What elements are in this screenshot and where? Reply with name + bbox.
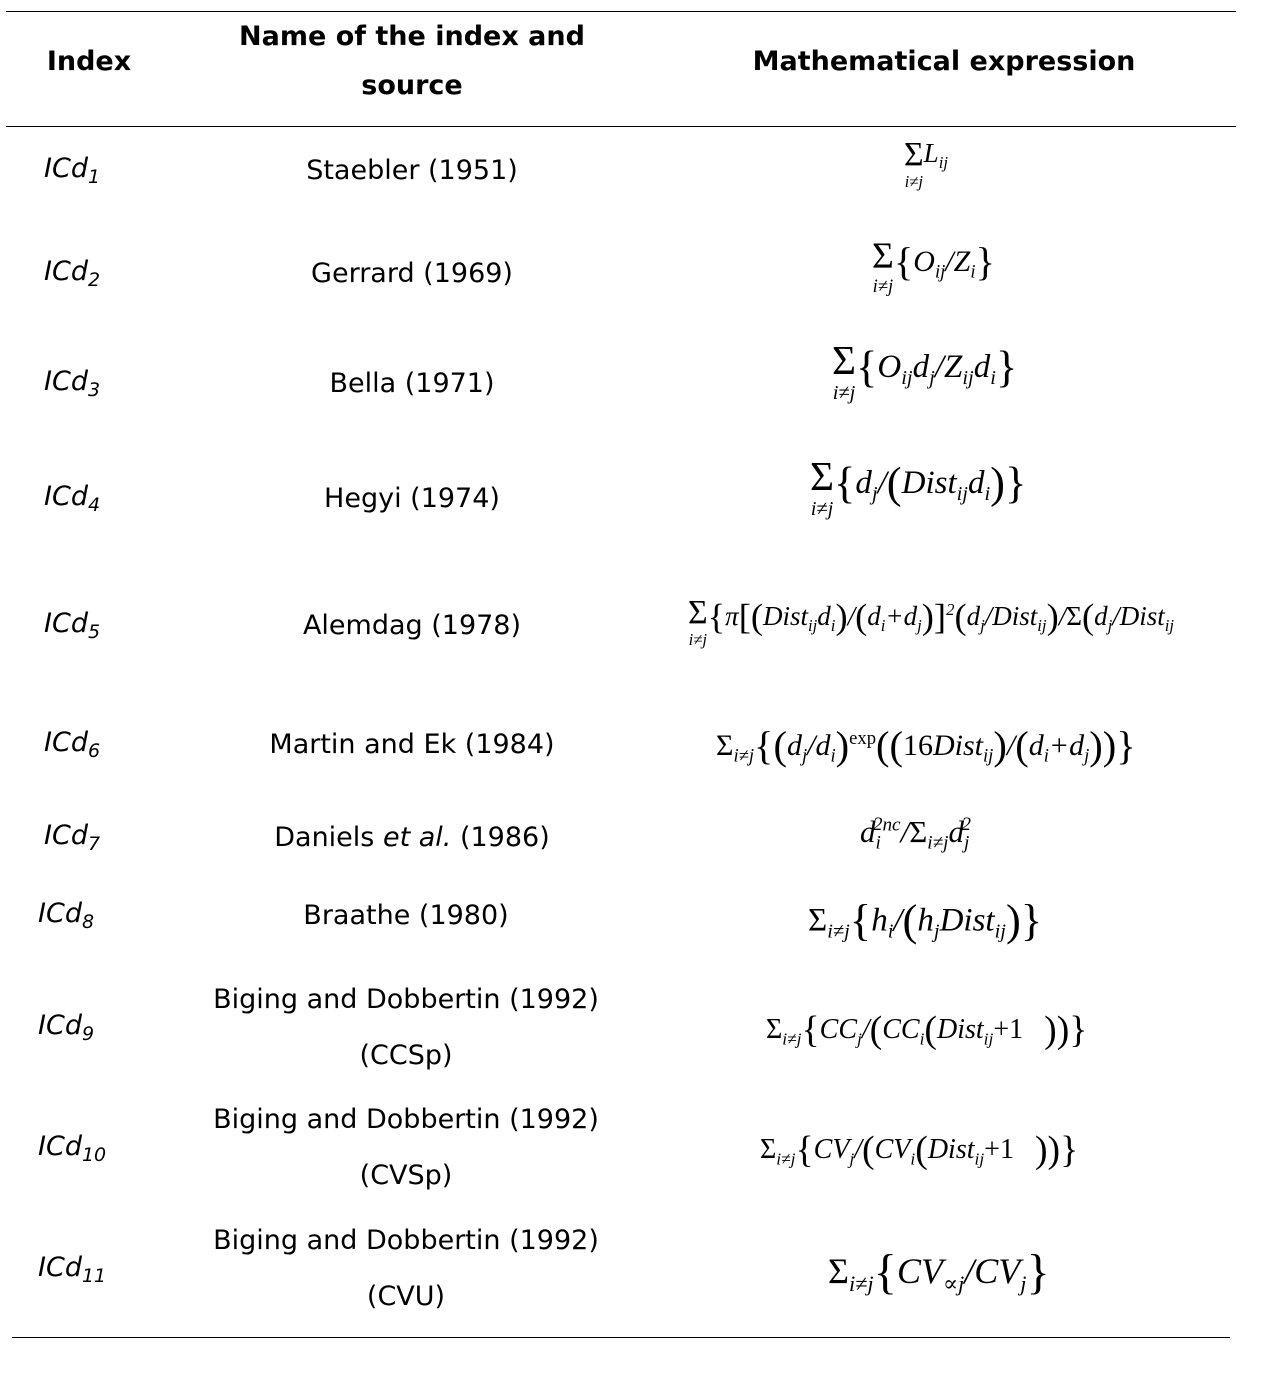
row-9-index: ICd$_9$ — [38, 1010, 95, 1045]
row-7-index: ICd$_7$ — [44, 820, 101, 855]
summation-symbol: Σ i≠j — [832, 337, 857, 405]
row-4-formula: Σ i≠j $\{d_j/(Dist_{ij}d_i)\}$ — [810, 453, 1027, 521]
row-8-name: Braathe (1980) — [303, 900, 509, 931]
row-9-name-line2: (CCSp) — [359, 1040, 453, 1071]
table-bottom-rule — [12, 1337, 1230, 1338]
row-7-formula: $d_i^{2nc}/\Sigma_{i\ne j}d_j^2$ — [860, 814, 971, 854]
row-11-name — [164, 1213, 648, 1325]
row-9-name-line1: Biging and Dobbertin (1992) — [213, 984, 599, 1015]
row-11-name-line2: (CVU) — [366, 1281, 446, 1312]
summation-symbol: Σ i≠j — [688, 596, 708, 649]
row-10-name-line1: Biging and Dobbertin (1992) — [213, 1104, 599, 1135]
row-5-index: ICd$_5$ — [44, 608, 101, 643]
row-1-index: ICd$_1$ — [44, 153, 101, 188]
row-5-formula-clip — [686, 596, 1250, 686]
table-header-rule — [6, 126, 1236, 127]
row-8-formula: $\Sigma_{i\ne j}\{h_i/(h_jDist_{ij})\}$ — [808, 895, 1043, 945]
row-10-name-line2: (CVSp) — [359, 1160, 453, 1191]
row-8-index: ICd$_8$ — [38, 898, 95, 933]
summation-symbol: Σ i≠j — [810, 453, 835, 521]
row-11-name-line1: Biging and Dobbertin (1992) — [213, 1225, 599, 1256]
row-10-formula: $\Sigma_{i\ne j}\{CV_j/(CV_i(Dist_{ij}+1$ ))} — [760, 1129, 1079, 1171]
row-1-formula: Σ i≠j $L_{ij}$ — [904, 136, 948, 191]
row-2-index: ICd$_2$ — [44, 256, 101, 291]
header-index: Index — [46, 46, 132, 77]
row-4-name: Hegyi (1974) — [324, 483, 500, 514]
header-name — [170, 12, 654, 110]
row-11-formula: $\Sigma_{i\ne j}\{CV_{\propto j}/CV_j\}$ — [828, 1245, 1050, 1299]
row-3-index: ICd$_3$ — [44, 366, 101, 401]
row-6-formula: $\Sigma_{i\ne j}\{(d_j/d_i)^{exp}((16Dist_{ij})/(d_i+d_j))\}$ — [716, 723, 1136, 768]
row-10-index: ICd$_{10}$ — [38, 1131, 107, 1166]
row-9-name — [164, 972, 648, 1084]
row-4-index: ICd$_4$ — [44, 481, 101, 516]
row-1-name: Staebler (1951) — [306, 155, 518, 186]
row-6-name: Martin and Ek (1984) — [269, 729, 555, 760]
row-9-formula: $\Sigma_{i\ne j}\{CC_j/(CC_i(Dist_{ij}+1$ ))} — [766, 1009, 1088, 1051]
summation-symbol: Σ i≠j — [904, 136, 924, 191]
row-3-name: Bella (1971) — [329, 368, 495, 399]
summation-symbol: Σ — [760, 1134, 777, 1166]
row-5-name: Alemdag (1978) — [302, 610, 522, 641]
summation-symbol: Σ — [808, 902, 828, 939]
header-name-line1: Name of the index and — [239, 21, 585, 52]
row-6-index: ICd$_6$ — [44, 727, 101, 762]
header-name-line2: source — [361, 70, 463, 101]
row-5-formula: Σ i≠j {$\pi[(Dist_{ij}d_i)/(d_i+d_j)]^2(d_j/Dist_{ij})/\Sigma(d_j/Dist_{ij}$ — [688, 596, 1175, 649]
summation-symbol: Σ — [828, 1251, 849, 1292]
row-2-name: Gerrard (1969) — [311, 258, 513, 289]
summation-symbol: Σ — [766, 1014, 783, 1046]
summation-symbol: Σ i≠j — [872, 236, 894, 297]
summation-symbol: Σ — [716, 728, 734, 762]
header-expression: Mathematical expression — [752, 46, 1136, 77]
row-11-index: ICd$_{11}$ — [38, 1252, 107, 1287]
row-3-formula: Σ i≠j $\{O_{ij}d_j/Z_{ij}d_i\}$ — [832, 337, 1018, 405]
row-2-formula: Σ i≠j $\{O_{ij}/Z_i\}$ — [872, 236, 995, 297]
row-10-name — [164, 1092, 648, 1204]
summation-symbol: Σ — [909, 814, 928, 849]
row-7-name: Daniels et al. (1986) — [274, 822, 550, 853]
